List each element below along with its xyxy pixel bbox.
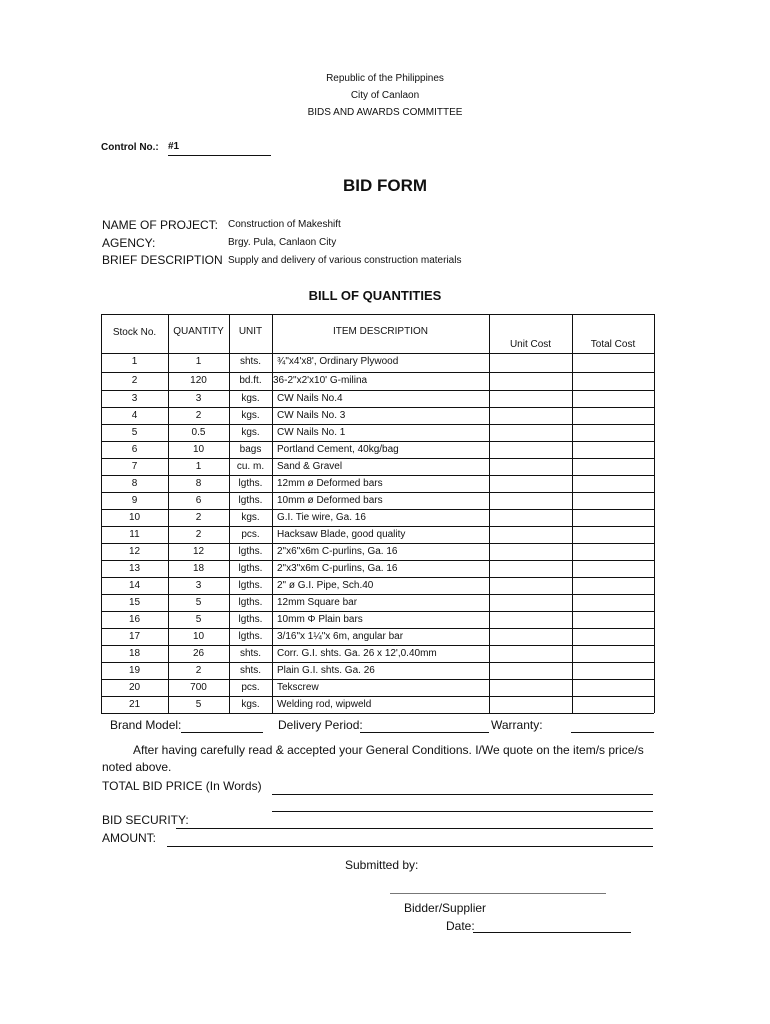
cell-item-description: Tekscrew (277, 682, 319, 693)
header-unit: UNIT (238, 326, 263, 337)
cell-quantity: 6 (195, 495, 202, 506)
description-value: Supply and delivery of various construction materials (228, 255, 462, 266)
cell-total-cost[interactable] (572, 356, 654, 368)
cell-unit: pcs. (241, 529, 260, 540)
cell-item-description: CW Nails No. 3 (277, 410, 346, 421)
bid-security-label: BID SECURITY: (102, 813, 189, 827)
cell-unit-cost[interactable] (489, 699, 572, 711)
agency-value: Brgy. Pula, Canlaon City (228, 237, 337, 248)
cell-quantity: 2 (195, 410, 202, 421)
cell-stock-no: 18 (128, 648, 141, 659)
cell-stock-no: 3 (131, 393, 138, 404)
cell-quantity: 10 (192, 444, 205, 455)
cell-quantity: 2 (195, 529, 202, 540)
cell-unit-cost[interactable] (489, 512, 572, 524)
cell-stock-no: 19 (128, 665, 141, 676)
cell-total-cost[interactable] (572, 648, 654, 660)
cell-unit: shts. (239, 356, 262, 367)
cell-unit-cost[interactable] (489, 648, 572, 660)
page-title: BID FORM (342, 176, 428, 195)
delivery-period-label: Delivery Period: (278, 718, 363, 732)
cell-total-cost[interactable] (572, 546, 654, 558)
cell-quantity: 12 (192, 546, 205, 557)
cell-quantity: 2 (195, 665, 202, 676)
table-column-divider (572, 314, 573, 713)
project-name-value: Construction of Makeshift (228, 219, 341, 230)
cell-total-cost[interactable] (572, 563, 654, 575)
cell-item-description: 12mm ø Deformed bars (277, 478, 383, 489)
cell-quantity: 5 (195, 614, 202, 625)
cell-total-cost[interactable] (572, 393, 654, 405)
cell-item-description: Corr. G.I. shts. Ga. 26 x 12',0.40mm (277, 648, 437, 659)
cell-total-cost[interactable] (572, 631, 654, 643)
cell-unit-cost[interactable] (489, 563, 572, 575)
cell-unit-cost[interactable] (489, 665, 572, 677)
header-item-description: ITEM DESCRIPTION (332, 326, 428, 337)
total-bid-price-label: TOTAL BID PRICE (In Words) (102, 779, 262, 793)
cell-stock-no: 4 (131, 410, 138, 421)
cell-item-description: CW Nails No.4 (277, 393, 343, 404)
cell-total-cost[interactable] (572, 614, 654, 626)
cell-quantity: 700 (190, 682, 207, 693)
cell-stock-no: 17 (128, 631, 141, 642)
cell-unit: lgths. (238, 546, 263, 557)
cell-stock-no: 14 (128, 580, 141, 591)
cell-stock-no: 9 (131, 495, 138, 506)
cell-unit-cost[interactable] (489, 546, 572, 558)
cell-quantity: 0.5 (191, 427, 206, 438)
cell-stock-no: 13 (128, 563, 141, 574)
header-unit-cost: Unit Cost (509, 339, 552, 350)
table-column-divider (229, 314, 230, 713)
date-label: Date: (446, 919, 475, 933)
cell-unit-cost[interactable] (489, 461, 572, 473)
table-column-divider (101, 314, 102, 713)
cell-stock-no: 21 (128, 699, 141, 710)
table-column-divider (489, 314, 490, 713)
cell-unit-cost[interactable] (489, 427, 572, 439)
cell-stock-no: 20 (128, 682, 141, 693)
cell-stock-no: 7 (131, 461, 138, 472)
control-value: #1 (168, 141, 271, 156)
statement-text: After having carefully read & accepted your General Conditions. I/We quote on the item/s price/s (133, 743, 644, 757)
cell-unit: kgs. (241, 699, 260, 710)
cell-unit-cost[interactable] (489, 444, 572, 456)
cell-unit: pcs. (241, 682, 260, 693)
warranty-field[interactable] (571, 718, 654, 733)
statement-text-continued: noted above. (102, 760, 172, 774)
cell-unit-cost[interactable] (489, 410, 572, 422)
cell-item-description: 2" ø G.I. Pipe, Sch.40 (277, 580, 374, 591)
cell-unit-cost[interactable] (489, 529, 572, 541)
cell-stock-no: 15 (128, 597, 141, 608)
brand-model-field[interactable] (181, 718, 263, 733)
table-column-divider (272, 314, 273, 713)
cell-item-description: 10mm ø Deformed bars (277, 495, 383, 506)
cell-unit-cost[interactable] (489, 631, 572, 643)
cell-stock-no: 11 (129, 529, 140, 540)
date-field[interactable] (473, 918, 631, 933)
cell-quantity: 1 (195, 461, 202, 472)
cell-unit-cost[interactable] (489, 614, 572, 626)
cell-item-description: 2"x3"x6m C-purlins, Ga. 16 (277, 563, 398, 574)
cell-total-cost[interactable] (572, 410, 654, 422)
cell-unit-cost[interactable] (489, 478, 572, 490)
cell-total-cost[interactable] (572, 682, 654, 694)
amount-label: AMOUNT: (102, 831, 156, 845)
cell-quantity: 2 (195, 512, 202, 523)
cell-unit: bd.ft. (239, 375, 262, 386)
cell-item-description: Hacksaw Blade, good quality (277, 529, 406, 540)
cell-quantity: 120 (190, 375, 207, 386)
cell-total-cost[interactable] (572, 597, 654, 609)
cell-item-description: 2"x6"x6m C-purlins, Ga. 16 (277, 546, 398, 557)
cell-stock-no: 2 (131, 375, 138, 386)
cell-unit: kgs. (241, 393, 260, 404)
cell-unit-cost[interactable] (489, 682, 572, 694)
cell-unit: cu. m. (236, 461, 265, 472)
cell-unit-cost[interactable] (489, 356, 572, 368)
cell-unit-cost[interactable] (489, 495, 572, 507)
cell-quantity: 8 (195, 478, 202, 489)
cell-unit-cost[interactable] (489, 375, 572, 387)
cell-item-description: G.I. Tie wire, Ga. 16 (277, 512, 366, 523)
cell-unit: lgths. (238, 563, 263, 574)
cell-stock-no: 12 (128, 546, 141, 557)
cell-total-cost[interactable] (572, 478, 654, 490)
cell-item-description: Welding rod, wipweld (277, 699, 372, 710)
cell-unit: lgths. (238, 631, 263, 642)
signature-line[interactable] (390, 893, 606, 894)
cell-unit: lgths. (238, 580, 263, 591)
cell-unit: kgs. (241, 512, 260, 523)
cell-quantity: 1 (195, 356, 202, 367)
cell-quantity: 3 (195, 393, 202, 404)
cell-unit: kgs. (241, 410, 260, 421)
cell-unit-cost[interactable] (489, 393, 572, 405)
cell-quantity: 10 (192, 631, 205, 642)
cell-total-cost[interactable] (572, 529, 654, 541)
cell-total-cost[interactable] (572, 580, 654, 592)
cell-stock-no: 8 (131, 478, 138, 489)
cell-unit: lgths. (238, 614, 263, 625)
total-bid-price-field-line-2[interactable] (272, 797, 653, 812)
cell-item-description: 36-2"x2'x10' G-milina (273, 375, 368, 386)
cell-unit: lgths. (238, 495, 263, 506)
cell-unit: lgths. (238, 478, 263, 489)
cell-item-description: ¾"x4'x8', Ordinary Plywood (277, 356, 399, 367)
cell-stock-no: 16 (128, 614, 141, 625)
cell-item-description: Portland Cement, 40kg/bag (277, 444, 399, 455)
table-row-divider (101, 713, 654, 714)
cell-quantity: 5 (195, 597, 202, 608)
cell-quantity: 3 (195, 580, 202, 591)
cell-stock-no: 1 (131, 356, 138, 367)
header-total-cost: Total Cost (590, 339, 636, 350)
header-quantity: QUANTITY (173, 326, 224, 337)
description-label: BRIEF DESCRIPTION (102, 253, 223, 267)
warranty-label: Warranty: (491, 718, 543, 732)
cell-total-cost[interactable] (572, 461, 654, 473)
cell-unit: shts. (239, 665, 262, 676)
cell-item-description: CW Nails No. 1 (277, 427, 346, 438)
header-line-3: BIDS AND AWARDS COMMITTEE (307, 107, 463, 118)
header-line-2: City of Canlaon (350, 90, 420, 101)
agency-label: AGENCY: (102, 236, 156, 250)
cell-stock-no: 10 (128, 512, 141, 523)
cell-unit-cost[interactable] (489, 597, 572, 609)
cell-quantity: 18 (192, 563, 205, 574)
table-column-divider (654, 314, 655, 713)
cell-unit-cost[interactable] (489, 580, 572, 592)
cell-stock-no: 6 (131, 444, 138, 455)
submitted-by-label: Submitted by: (345, 858, 419, 872)
cell-total-cost[interactable] (572, 495, 654, 507)
cell-total-cost[interactable] (572, 512, 654, 524)
cell-unit: kgs. (241, 427, 260, 438)
cell-item-description: 12mm Square bar (277, 597, 358, 608)
cell-unit: lgths. (238, 597, 263, 608)
delivery-period-field[interactable] (360, 718, 489, 733)
bid-security-field[interactable] (176, 814, 653, 829)
amount-field[interactable] (167, 832, 653, 847)
header-line-1: Republic of the Philippines (326, 73, 444, 84)
total-bid-price-field[interactable] (272, 780, 653, 795)
cell-total-cost[interactable] (572, 375, 654, 387)
bill-of-quantities-table (101, 314, 654, 713)
header-stock-no: Stock No. (112, 327, 157, 338)
cell-total-cost[interactable] (572, 665, 654, 677)
cell-total-cost[interactable] (572, 444, 654, 456)
cell-stock-no: 5 (131, 427, 138, 438)
cell-total-cost[interactable] (572, 699, 654, 711)
cell-quantity: 5 (195, 699, 202, 710)
project-name-label: NAME OF PROJECT: (102, 218, 219, 232)
cell-quantity: 26 (192, 648, 205, 659)
boq-title: BILL OF QUANTITIES (308, 288, 442, 303)
cell-item-description: Sand & Gravel (277, 461, 343, 472)
cell-item-description: Plain G.I. shts. Ga. 26 (277, 665, 375, 676)
cell-item-description: 3/16"x 1¼"x 6m, angular bar (277, 631, 404, 642)
bidder-supplier-label: Bidder/Supplier (404, 901, 487, 915)
table-column-divider (168, 314, 169, 713)
cell-item-description: 10mm Φ Plain bars (277, 614, 363, 625)
brand-model-label: Brand Model: (110, 718, 182, 732)
cell-total-cost[interactable] (572, 427, 654, 439)
control-label: Control No.: (101, 142, 159, 153)
cell-unit: shts. (239, 648, 262, 659)
cell-unit: bags (239, 444, 262, 455)
